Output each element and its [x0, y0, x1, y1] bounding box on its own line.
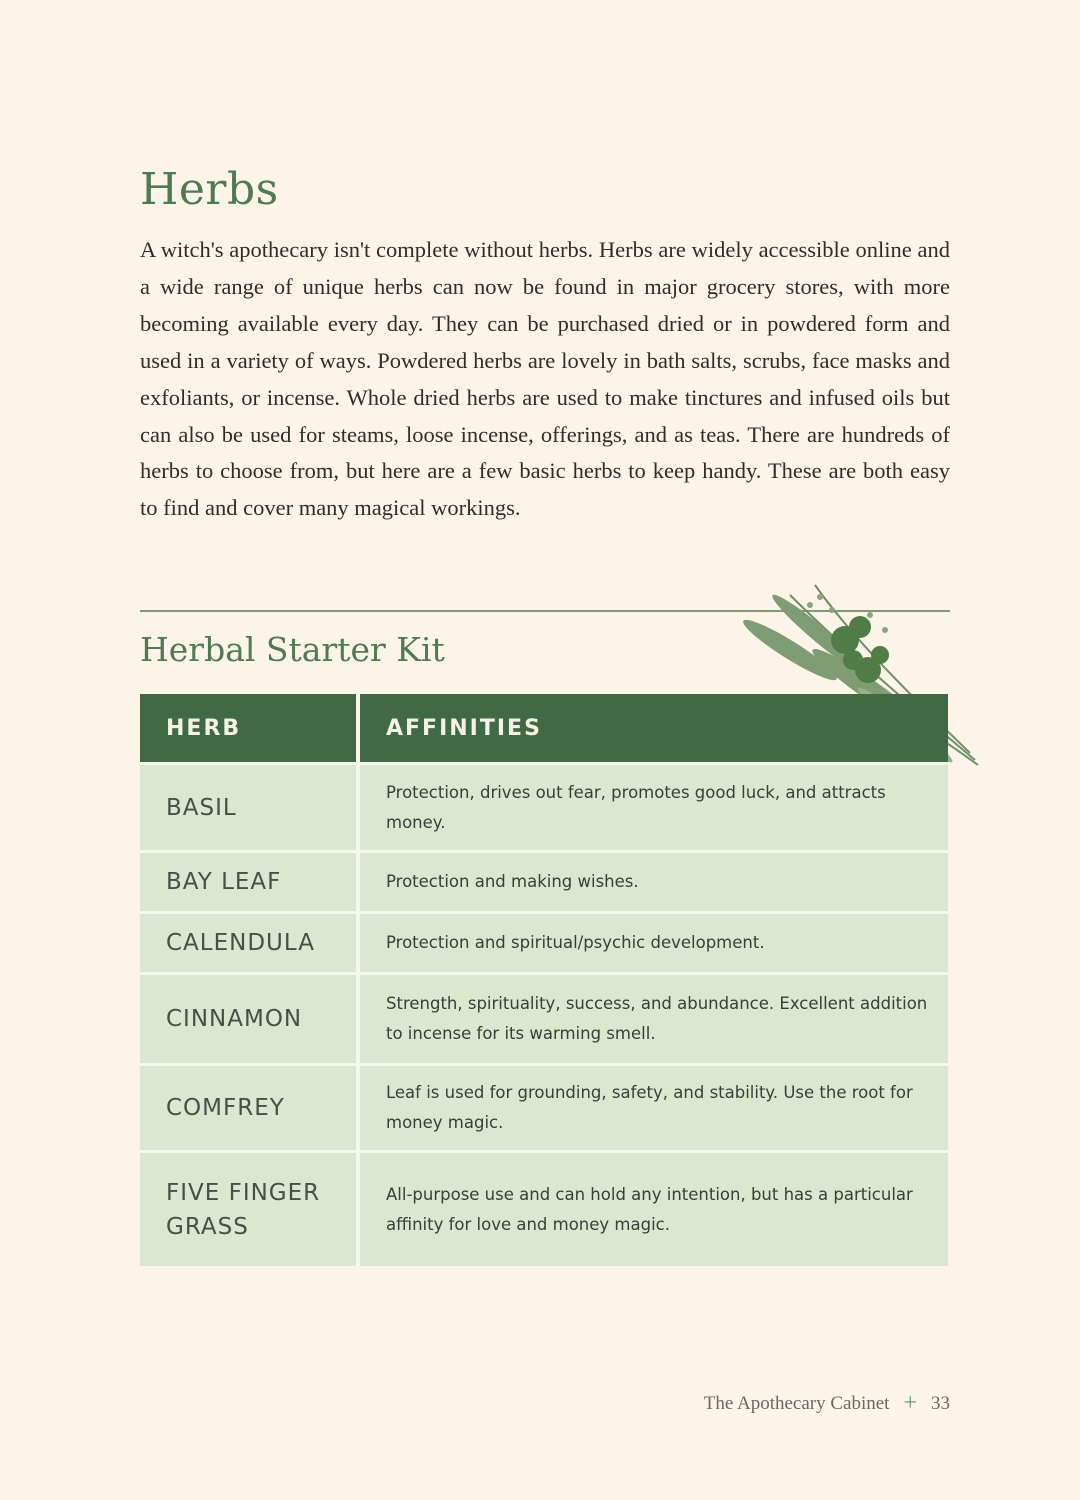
herb-affinity: Strength, spirituality, success, and abundance. Excellent addition to incense for its warming smell. [360, 972, 948, 1063]
herb-affinity: All-purpose use and can hold any intention, but has a particular affinity for love and money magic. [360, 1150, 948, 1266]
herb-affinity: Protection and making wishes. [360, 850, 948, 911]
herb-name: BAY LEAF [140, 850, 360, 911]
column-header-affinities: AFFINITIES [360, 694, 948, 762]
table-row [140, 1063, 948, 1150]
table-row [140, 850, 948, 911]
herb-name: COMFREY [140, 1063, 360, 1150]
table-row [140, 762, 948, 850]
cross-icon: + [903, 1390, 917, 1416]
herb-affinity: Leaf is used for grounding, safety, and stability. Use the root for money magic. [360, 1063, 948, 1150]
herb-table [140, 694, 948, 1266]
herb-name: CALENDULA [140, 911, 360, 972]
table-header-row [140, 694, 948, 762]
page-number: 33 [931, 1392, 950, 1414]
herb-name: BASIL [140, 762, 360, 850]
table-row [140, 972, 948, 1063]
herb-name: FIVE FINGER GRASS [140, 1150, 360, 1266]
page-footer [704, 1390, 950, 1417]
kit-title: Herbal Starter Kit [140, 630, 445, 669]
intro-paragraph: A witch's apothecary isn't complete without herbs. Herbs are widely accessible online and a wide range of unique herbs can now be found in major grocery stores, with more becoming available every day. They can be purchased dried or in powdered form and used in a variety of ways. Powdered herbs are lovely in bath salts, scrubs, face masks and exfoliants, or incense. Whole dried herbs are used to make tinctures and infused oils but can also be used for steams, loose incense, offerings, and as teas. There are hundreds of herbs to choose from, but here are a few basic herbs to keep handy. These are both easy to find and cover many magical workings. [140, 237, 950, 521]
column-header-herb: HERB [140, 694, 360, 762]
chapter-title: The Apothecary Cabinet [703, 1392, 890, 1414]
page-title: Herbs [140, 164, 279, 215]
herb-name: CINNAMON [140, 972, 360, 1063]
herb-affinity: Protection and spiritual/psychic development. [360, 911, 948, 972]
table-row [140, 1150, 948, 1266]
table-row [140, 911, 948, 972]
herb-affinity: Protection, drives out fear, promotes good luck, and attracts money. [360, 762, 948, 850]
